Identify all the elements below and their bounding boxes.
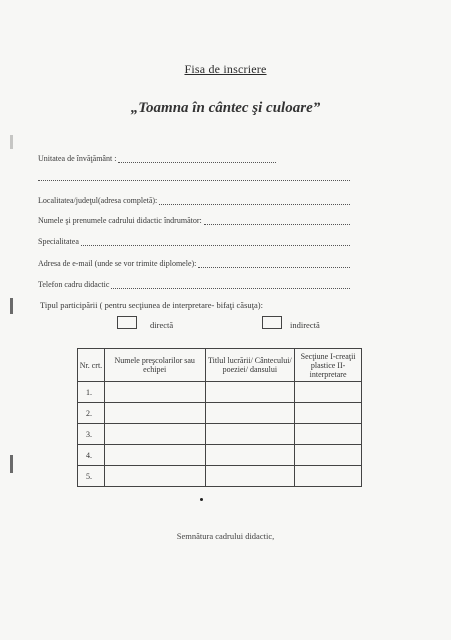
field-localitatea-label: Localitatea/judeţul(adresa completă):: [38, 196, 158, 205]
table-cell[interactable]: [205, 403, 295, 424]
field-localitatea[interactable]: [38, 196, 350, 205]
participation-label: Tipul participării ( pentru secţiunea de interpretare- bifaţi căsuţa):: [40, 300, 263, 310]
row-number: 4.: [78, 445, 105, 466]
field-telefon[interactable]: [38, 280, 350, 289]
field-telefon-label: Telefon cadru didactic: [38, 280, 110, 289]
checkbox-direct[interactable]: [117, 316, 137, 329]
form-title: Fisa de inscriere: [184, 62, 267, 76]
table-cell[interactable]: [205, 445, 295, 466]
field-unitatea[interactable]: [38, 154, 276, 163]
field-unitatea-label: Unitatea de învăţământ :: [38, 154, 117, 163]
table-row: [78, 403, 362, 424]
table-row: [78, 445, 362, 466]
table-cell[interactable]: [205, 382, 295, 403]
field-numele[interactable]: [38, 216, 350, 225]
table-row: [78, 466, 362, 487]
row-number: 5.: [78, 466, 105, 487]
field-specialitatea-line: [81, 238, 350, 246]
form-subtitle: „Toamna în cântec şi culoare”: [130, 100, 321, 116]
field-localitatea-line: [159, 197, 350, 205]
header-sectiune: Secţiune I-creaţii plastice II-interpretare: [295, 349, 362, 382]
field-email-label: Adresa de e-mail (unde se vor trimite diplomele):: [38, 259, 197, 268]
field-email-line: [198, 260, 350, 268]
row-number: 1.: [78, 382, 105, 403]
header-numele: Numele preşcolarilor sau echipei: [104, 349, 205, 382]
row-number: 3.: [78, 424, 105, 445]
scan-dot: [200, 498, 203, 501]
field-specialitatea[interactable]: [38, 237, 350, 246]
option-indirect-label: indirectă: [290, 320, 320, 330]
participants-table: [77, 348, 362, 487]
field-email[interactable]: [38, 259, 350, 268]
table-row: [78, 382, 362, 403]
option-direct-label: directă: [150, 320, 174, 330]
table-cell[interactable]: [295, 424, 362, 445]
table-cell[interactable]: [104, 403, 205, 424]
table-cell[interactable]: [205, 466, 295, 487]
table-cell[interactable]: [104, 445, 205, 466]
field-numele-label: Numele şi prenumele cadrului didactic îndrumător:: [38, 216, 202, 225]
table-cell[interactable]: [104, 466, 205, 487]
table-header-row: [78, 349, 362, 382]
header-nr: Nr. crt.: [78, 349, 105, 382]
field-numele-line: [204, 217, 350, 225]
table-cell[interactable]: [295, 403, 362, 424]
header-titlul: Titlul lucrării/ Cântecului/ poeziei/ dansului: [205, 349, 295, 382]
table-cell[interactable]: [295, 466, 362, 487]
field-telefon-line: [111, 281, 350, 289]
field-specialitatea-label: Specialitatea: [38, 237, 79, 246]
table-cell[interactable]: [205, 424, 295, 445]
scan-mark: [10, 455, 13, 473]
table-cell[interactable]: [295, 382, 362, 403]
scan-mark: [10, 135, 13, 149]
field-unitatea-line: [118, 155, 276, 163]
row-number: 2.: [78, 403, 105, 424]
field-unitatea-continuation-line[interactable]: [38, 180, 350, 181]
signature-label: Semnătura cadrului didactic,: [176, 531, 275, 541]
scan-mark: [10, 298, 13, 314]
table-row: [78, 424, 362, 445]
checkbox-indirect[interactable]: [262, 316, 282, 329]
table-cell[interactable]: [295, 445, 362, 466]
table-cell[interactable]: [104, 382, 205, 403]
table-cell[interactable]: [104, 424, 205, 445]
